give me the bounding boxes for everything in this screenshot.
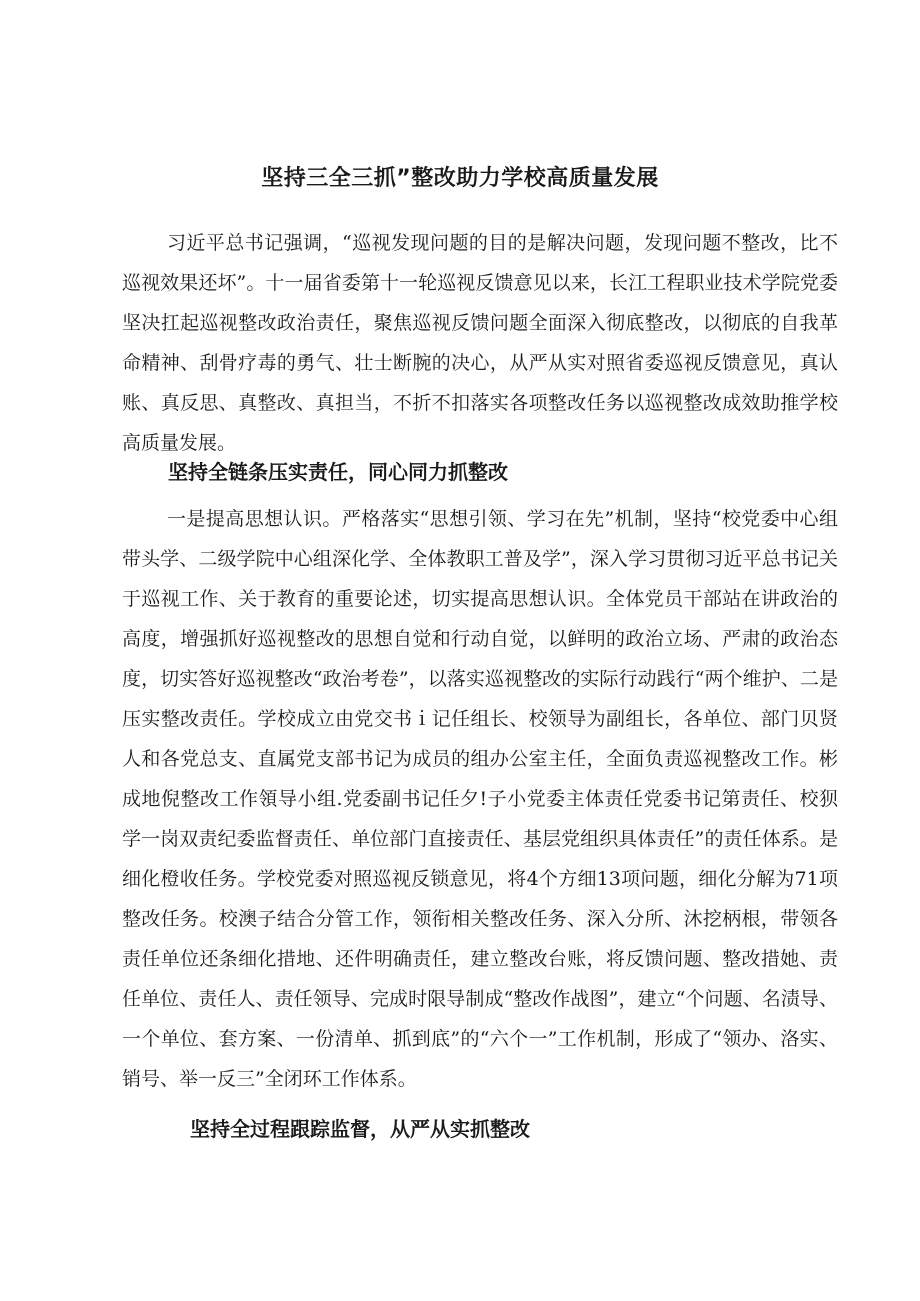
document-title: 坚持三全三抓”整改助力学校高质量发展 [261, 166, 659, 191]
intro-paragraph: 习近平总书记强调，“巡视发现问题的目的是解决问题，发现问题不整改，比不巡视效果还坏”。十一届省委第十一轮巡视反馈意见以来，长江工程职业技术学院党委坚决扛起巡视整改政治责任，聚焦巡视反馈问题全面深入彻底整改，以彻底的自我革命精神、刮骨疗毒的勇气、壮士断腕的决心，从严从实对照省委巡视反馈意见，真认账、真反思、真整改、真担当，不折不扣落实各项整改任务以巡视整改成效助推学校高质量发展。 [122, 232, 838, 454]
section-heading-1: 坚持全链条压实责任，同心同力抓整改 [168, 460, 508, 484]
body-paragraph: 一是提高思想认识。严格落实“思想引领、学习在先”机制，坚持“校党委中心组带头学、二级学院中心组深化学、全体教职工普及学”，深入学习贯彻习近平总书记关于巡视工作、关于教育的重要论述，切实提高思想认识。全体党员干部站在讲政治的高度，增强抓好巡视整改的思想自觉和行动自觉，以鲜明的政治立场、严肃的政治态度，切实答好巡视整改“政治考卷”，以落实巡视整改的实际行动践行“两个维护、二是压实整改责任。学校成立由党交书ｉ记任组长、校领导为副组长，各单位、部门贝贤人和各党总支、直属党支部书记为成员的组办公室主任，全面负责巡视整改工作。彬成地倪整改工作領导小组.党委副书记任夕!子小党委主体责任党委书记第责任、校狈学一岗双责纪委监督责任、单位部门直接责任、基层党组织具体责任”的责任体系。是细化橙收任务。学校党委对照巡视反锁意见，将4个方细13项问题，细化分解为71项整改任务。校澳子结合分管工作，领衔相关整改任务、深入分所、沐挖柄根，带领各责任单位还条细化措地、还件明确责任，建立整改台账，将反馈问题、整改措她、责任单位、责任人、责任领导、完成时限导制成“整改作战图”，建立“个问题、名渍导、一个单位、套方案、一份清单、抓到底”的“六个一”工作机制，形成了“领办、洛实、销号、举一反三”全闭环工作体系。 [122, 508, 838, 1090]
section-heading-2: 坚持全过程跟踪监督，从严从实抓整改 [190, 1117, 530, 1141]
